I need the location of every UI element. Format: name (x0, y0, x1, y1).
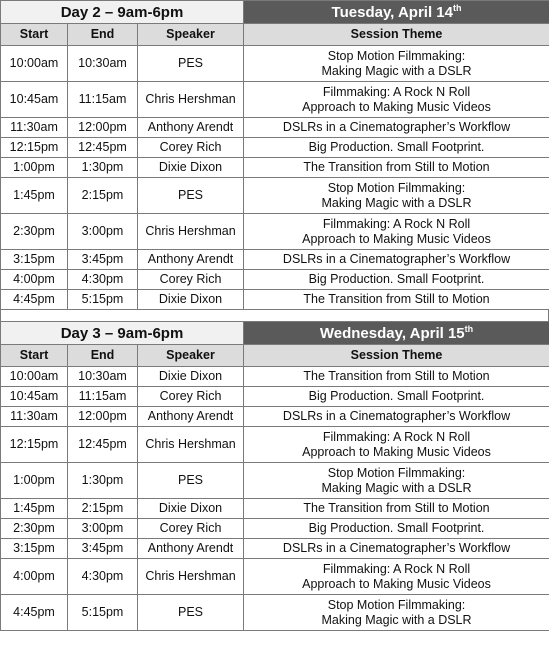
session-row (1, 178, 549, 214)
session-speaker: Anthony Arendt (138, 250, 244, 270)
session-start-time: 1:45pm (1, 178, 68, 214)
session-theme-line1: Filmmaking: A Rock N Roll (322, 429, 471, 444)
day-date-text: Wednesday, April 15 (319, 324, 465, 342)
session-theme-line1: Stop Motion Filmmaking: (327, 465, 466, 480)
session-theme-line1: Filmmaking: A Rock N Roll (322, 84, 471, 99)
session-theme-line1: The Transition from Still to Motion (303, 369, 490, 383)
session-theme-line1: The Transition from Still to Motion (303, 160, 490, 174)
session-row (1, 250, 549, 270)
day-date-text: Tuesday, April 14 (331, 3, 453, 21)
session-row (1, 499, 549, 519)
session-end-time: 12:00pm (68, 118, 138, 138)
session-theme (244, 407, 549, 427)
day-schedule-table (0, 321, 549, 631)
session-theme (244, 367, 549, 387)
session-end-time: 3:45pm (68, 250, 138, 270)
session-end-time: 5:15pm (68, 595, 138, 631)
column-header-end: End (68, 24, 138, 46)
session-row (1, 118, 549, 138)
session-theme-line2: Making Magic with a DSLR (321, 480, 472, 495)
session-row (1, 46, 549, 82)
session-end-time: 11:15am (68, 387, 138, 407)
session-theme (244, 463, 549, 499)
session-row (1, 595, 549, 631)
session-theme-line1: DSLRs in a Cinematographer’s Workflow (282, 409, 511, 423)
column-header-start: Start (1, 345, 68, 367)
session-theme-line1: DSLRs in a Cinematographer’s Workflow (282, 541, 511, 555)
session-end-time: 5:15pm (68, 290, 138, 310)
session-row (1, 82, 549, 118)
session-speaker: Dixie Dixon (138, 158, 244, 178)
session-row (1, 138, 549, 158)
day-date-suffix: th (464, 323, 474, 334)
session-theme (244, 138, 549, 158)
session-row (1, 214, 549, 250)
session-speaker: Chris Hershman (138, 427, 244, 463)
session-row (1, 290, 549, 310)
session-speaker: PES (138, 178, 244, 214)
session-end-time: 3:00pm (68, 214, 138, 250)
session-end-time: 2:15pm (68, 499, 138, 519)
session-row (1, 463, 549, 499)
session-speaker: Anthony Arendt (138, 407, 244, 427)
session-start-time: 4:45pm (1, 595, 68, 631)
session-speaker: Dixie Dixon (138, 367, 244, 387)
session-start-time: 4:00pm (1, 559, 68, 595)
session-start-time: 10:45am (1, 387, 68, 407)
session-theme-line1: Big Production. Small Footprint. (308, 521, 485, 535)
session-start-time: 10:00am (1, 46, 68, 82)
session-start-time: 11:30am (1, 118, 68, 138)
session-row (1, 158, 549, 178)
session-row (1, 427, 549, 463)
session-row (1, 539, 549, 559)
session-speaker: Chris Hershman (138, 559, 244, 595)
column-header-speaker: Speaker (138, 24, 244, 46)
session-theme-line2: Approach to Making Music Videos (302, 99, 491, 114)
column-header-theme: Session Theme (244, 345, 549, 367)
column-header-row (1, 345, 549, 367)
session-speaker: PES (138, 463, 244, 499)
session-theme-line2: Approach to Making Music Videos (302, 576, 491, 591)
session-theme-line2: Making Magic with a DSLR (321, 612, 472, 627)
session-start-time: 4:45pm (1, 290, 68, 310)
session-row (1, 559, 549, 595)
column-header-row (1, 24, 549, 46)
day-date (244, 1, 549, 24)
session-speaker: Corey Rich (138, 270, 244, 290)
session-theme-line2: Approach to Making Music Videos (302, 231, 491, 246)
session-speaker: Corey Rich (138, 387, 244, 407)
session-start-time: 10:00am (1, 367, 68, 387)
session-theme (244, 158, 549, 178)
session-theme (244, 270, 549, 290)
session-start-time: 12:15pm (1, 427, 68, 463)
session-theme-line2: Approach to Making Music Videos (302, 444, 491, 459)
session-end-time: 2:15pm (68, 178, 138, 214)
session-theme (244, 559, 549, 595)
session-start-time: 11:30am (1, 407, 68, 427)
session-speaker: PES (138, 46, 244, 82)
session-theme (244, 82, 549, 118)
column-header-speaker: Speaker (138, 345, 244, 367)
session-theme (244, 519, 549, 539)
session-speaker: Anthony Arendt (138, 539, 244, 559)
session-start-time: 2:30pm (1, 519, 68, 539)
session-row (1, 407, 549, 427)
session-end-time: 4:30pm (68, 559, 138, 595)
day-header-row (1, 322, 549, 345)
session-speaker: Chris Hershman (138, 82, 244, 118)
session-end-time: 12:45pm (68, 427, 138, 463)
session-speaker: Corey Rich (138, 519, 244, 539)
session-start-time: 10:45am (1, 82, 68, 118)
session-theme (244, 387, 549, 407)
session-theme-line1: The Transition from Still to Motion (303, 292, 490, 306)
session-end-time: 3:45pm (68, 539, 138, 559)
day-header-row (1, 1, 549, 24)
session-row (1, 270, 549, 290)
session-theme-line1: Filmmaking: A Rock N Roll (322, 561, 471, 576)
session-end-time: 4:30pm (68, 270, 138, 290)
session-theme-line1: DSLRs in a Cinematographer’s Workflow (282, 120, 511, 134)
session-theme-line1: Big Production. Small Footprint. (308, 272, 485, 286)
session-theme (244, 595, 549, 631)
session-theme-line1: Big Production. Small Footprint. (308, 389, 485, 403)
session-theme (244, 250, 549, 270)
day-date (244, 322, 549, 345)
session-theme-line1: DSLRs in a Cinematographer’s Workflow (282, 252, 511, 266)
day-schedule-table (0, 0, 549, 310)
session-speaker: PES (138, 595, 244, 631)
day-spacer (0, 310, 549, 321)
session-start-time: 1:00pm (1, 463, 68, 499)
session-start-time: 4:00pm (1, 270, 68, 290)
column-header-start: Start (1, 24, 68, 46)
session-start-time: 3:15pm (1, 539, 68, 559)
session-theme (244, 427, 549, 463)
session-start-time: 1:00pm (1, 158, 68, 178)
session-theme (244, 214, 549, 250)
session-theme (244, 46, 549, 82)
session-theme (244, 118, 549, 138)
session-theme-line2: Making Magic with a DSLR (321, 63, 472, 78)
session-theme-line1: Stop Motion Filmmaking: (327, 48, 466, 63)
session-theme-line1: Filmmaking: A Rock N Roll (322, 216, 471, 231)
session-theme-line2: Making Magic with a DSLR (321, 195, 472, 210)
session-end-time: 10:30am (68, 46, 138, 82)
session-row (1, 519, 549, 539)
session-start-time: 3:15pm (1, 250, 68, 270)
session-start-time: 2:30pm (1, 214, 68, 250)
session-theme-line1: Stop Motion Filmmaking: (327, 597, 466, 612)
session-end-time: 12:45pm (68, 138, 138, 158)
session-speaker: Corey Rich (138, 138, 244, 158)
session-end-time: 10:30am (68, 367, 138, 387)
session-theme (244, 178, 549, 214)
session-speaker: Chris Hershman (138, 214, 244, 250)
session-theme (244, 539, 549, 559)
session-theme-line1: Stop Motion Filmmaking: (327, 180, 466, 195)
day-date-suffix: th (452, 2, 462, 13)
session-row (1, 387, 549, 407)
session-speaker: Dixie Dixon (138, 290, 244, 310)
session-start-time: 12:15pm (1, 138, 68, 158)
column-header-end: End (68, 345, 138, 367)
column-header-theme: Session Theme (244, 24, 549, 46)
session-theme-line1: Big Production. Small Footprint. (308, 140, 485, 154)
session-end-time: 1:30pm (68, 158, 138, 178)
session-end-time: 12:00pm (68, 407, 138, 427)
session-theme (244, 499, 549, 519)
session-speaker: Dixie Dixon (138, 499, 244, 519)
day-title: Day 3 – 9am-6pm (1, 322, 244, 345)
session-end-time: 3:00pm (68, 519, 138, 539)
session-row (1, 367, 549, 387)
session-end-time: 11:15am (68, 82, 138, 118)
session-theme-line1: The Transition from Still to Motion (303, 501, 490, 515)
session-theme (244, 290, 549, 310)
day-title: Day 2 – 9am-6pm (1, 1, 244, 24)
session-start-time: 1:45pm (1, 499, 68, 519)
session-speaker: Anthony Arendt (138, 118, 244, 138)
session-end-time: 1:30pm (68, 463, 138, 499)
